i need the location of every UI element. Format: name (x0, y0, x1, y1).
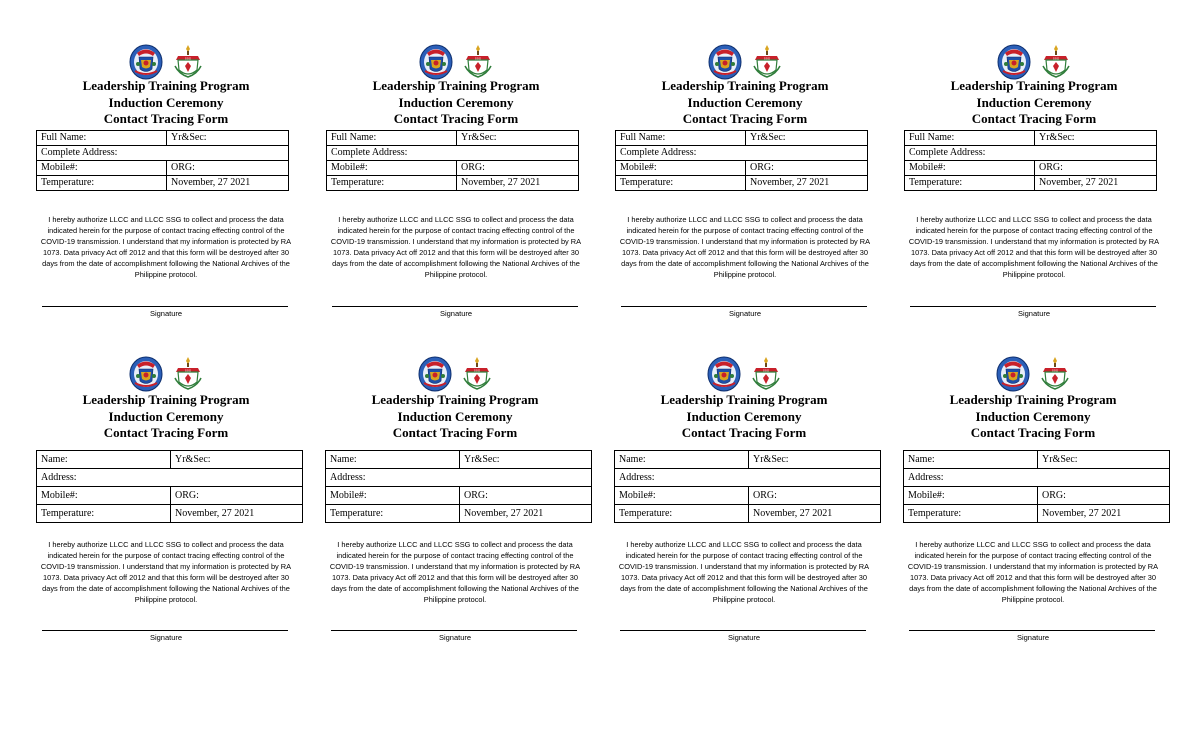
name-label: Full Name: (331, 132, 377, 143)
address-label: Address: (330, 472, 366, 483)
date-cell (1038, 505, 1170, 523)
table-row (326, 451, 592, 469)
table-row (37, 176, 289, 191)
date-cell (746, 176, 868, 191)
table-row (905, 176, 1157, 191)
table-row (616, 146, 868, 161)
date-value: November, 27 2021 (461, 177, 541, 188)
consent-statement: I hereby authorize LLCC and LLCC SSG to collect and process the data indicated herein for the purpose of contact tracing effecting control of the COVID-19 transmission. I understand that my information is protected by RA 1073. Data privacy Act off 2012 and that this form will be destroyed after 30 days from the date of accomplishment following the National Archives of the Philippine protocol. (908, 215, 1160, 279)
name-field[interactable] (37, 131, 167, 146)
org-label: ORG: (461, 162, 485, 173)
consent-statement: I hereby authorize LLCC and LLCC SSG to collect and process the data indicated herein for the purpose of contact tracing effecting control of the COVID-19 transmission. I understand that my information is protected by RA 1073. Data privacy Act off 2012 and that this form will be destroyed after 30 days from the date of accomplishment following the National Archives of the Philippine protocol. (907, 540, 1159, 604)
date-value: November, 27 2021 (1042, 508, 1122, 519)
form-title: Contact Tracing Form (970, 425, 1096, 440)
name-field[interactable] (905, 131, 1035, 146)
table-row (327, 131, 579, 146)
date-value: November, 27 2021 (1039, 177, 1119, 188)
mobile-field[interactable] (905, 161, 1035, 176)
address-label: Address: (908, 472, 944, 483)
name-label: Full Name: (41, 132, 87, 143)
ssg-crest-logo (1040, 356, 1070, 392)
event-title: Induction Ceremony (108, 94, 224, 110)
yrsec-field[interactable] (460, 451, 592, 469)
signature-label: Signature (728, 309, 762, 318)
name-field[interactable] (616, 131, 746, 146)
table-row (37, 505, 303, 523)
consent-statement: I hereby authorize LLCC and LLCC SSG to collect and process the data indicated herein for the purpose of contact tracing effecting control of the COVID-19 transmission. I understand that my information is protected by RA 1073. Data privacy Act off 2012 and that this form will be destroyed after 30 days from the date of accomplishment following the National Archives of the Philippine protocol. (329, 540, 581, 604)
org-field[interactable] (171, 487, 303, 505)
ssg-crest-logo (173, 44, 203, 80)
address-label: Complete Address: (909, 147, 986, 158)
logo-group (36, 44, 296, 80)
info-table (326, 130, 579, 191)
table-row (904, 505, 1170, 523)
address-label: Complete Address: (41, 147, 118, 158)
program-title: Leadership Training Program (372, 78, 540, 93)
address-field[interactable] (905, 146, 1157, 161)
form-heading (615, 78, 875, 128)
org-label: ORG: (464, 490, 488, 501)
form-heading (614, 392, 874, 442)
mobile-label: Mobile#: (909, 162, 946, 173)
temperature-field[interactable] (37, 176, 167, 191)
svg-text:SSG: SSG (762, 368, 770, 373)
ssg-crest-logo (751, 356, 781, 392)
date-cell (167, 176, 289, 191)
table-row (327, 161, 579, 176)
org-field[interactable] (460, 487, 592, 505)
program-title: Leadership Training Program (949, 392, 1117, 407)
yrsec-field[interactable] (1035, 131, 1157, 146)
org-field[interactable] (746, 161, 868, 176)
date-value: November, 27 2021 (753, 508, 833, 519)
name-field[interactable] (37, 451, 171, 469)
form-title: Contact Tracing Form (103, 425, 229, 440)
mobile-field[interactable] (615, 487, 749, 505)
date-cell (1035, 176, 1157, 191)
yrsec-label: Yr&Sec: (171, 132, 207, 143)
mobile-field[interactable] (37, 487, 171, 505)
name-field[interactable] (904, 451, 1038, 469)
table-row (37, 131, 289, 146)
temperature-field[interactable] (616, 176, 746, 191)
ssg-crest-logo (173, 356, 203, 392)
signature-line[interactable] (42, 630, 288, 631)
table-row (616, 161, 868, 176)
info-table (903, 450, 1170, 523)
consent-statement: I hereby authorize LLCC and LLCC SSG to collect and process the data indicated herein for the purpose of contact tracing effecting control of the COVID-19 transmission. I understand that my information is protected by RA 1073. Data privacy Act off 2012 and that this form will be destroyed after 30 days from the date of accomplishment following the National Archives of the Philippine protocol. (618, 540, 870, 604)
info-table (614, 450, 881, 523)
yrsec-label: Yr&Sec: (753, 454, 789, 465)
form-heading (903, 392, 1163, 442)
temperature-field[interactable] (327, 176, 457, 191)
temperature-label: Temperature: (620, 177, 674, 188)
table-row (326, 505, 592, 523)
yrsec-field[interactable] (1038, 451, 1170, 469)
form-heading (326, 78, 586, 128)
address-field[interactable] (326, 469, 592, 487)
svg-text:SSG: SSG (474, 56, 482, 61)
logo-group (904, 44, 1164, 80)
address-field[interactable] (37, 469, 303, 487)
org-label: ORG: (750, 162, 774, 173)
form-title: Contact Tracing Form (392, 425, 518, 440)
info-table (904, 130, 1157, 191)
table-row (615, 451, 881, 469)
table-row (37, 146, 289, 161)
form-title: Contact Tracing Form (103, 111, 229, 126)
temperature-label: Temperature: (330, 508, 384, 519)
info-table (36, 130, 289, 191)
date-cell (460, 505, 592, 523)
temperature-field[interactable] (905, 176, 1035, 191)
logo-group (326, 44, 586, 80)
address-label: Address: (41, 472, 77, 483)
college-seal-logo (997, 44, 1031, 80)
table-row (37, 487, 303, 505)
table-row (37, 161, 289, 176)
mobile-label: Mobile#: (331, 162, 368, 173)
logo-group (615, 44, 875, 80)
svg-text:SSG: SSG (1052, 56, 1060, 61)
svg-text:SSG: SSG (763, 56, 771, 61)
temperature-field[interactable] (615, 505, 749, 523)
info-table (615, 130, 868, 191)
yrsec-label: Yr&Sec: (750, 132, 786, 143)
table-row (616, 131, 868, 146)
form-heading (904, 78, 1164, 128)
name-label: Full Name: (909, 132, 955, 143)
info-table (325, 450, 592, 523)
table-row (615, 469, 881, 487)
form-title: Contact Tracing Form (682, 111, 808, 126)
consent-statement: I hereby authorize LLCC and LLCC SSG to collect and process the data indicated herein for the purpose of contact tracing effecting control of the COVID-19 transmission. I understand that my information is protected by RA 1073. Data privacy Act off 2012 and that this form will be destroyed after 30 days from the date of accomplishment following the National Archives of the Philippine protocol. (619, 215, 871, 279)
temperature-label: Temperature: (908, 508, 962, 519)
temperature-label: Temperature: (41, 177, 95, 188)
mobile-label: Mobile#: (330, 490, 367, 501)
table-row (904, 469, 1170, 487)
college-seal-logo (708, 44, 742, 80)
info-table (36, 450, 303, 523)
org-field[interactable] (167, 161, 289, 176)
yrsec-label: Yr&Sec: (1039, 132, 1075, 143)
signature-line[interactable] (620, 630, 866, 631)
signature-line[interactable] (621, 306, 867, 307)
date-value: November, 27 2021 (464, 508, 544, 519)
temperature-label: Temperature: (909, 177, 963, 188)
signature-label: Signature (1017, 309, 1051, 318)
mobile-label: Mobile#: (908, 490, 945, 501)
org-label: ORG: (171, 162, 195, 173)
address-field[interactable] (37, 146, 289, 161)
date-cell (171, 505, 303, 523)
mobile-label: Mobile#: (619, 490, 656, 501)
event-title: Induction Ceremony (108, 408, 224, 424)
program-title: Leadership Training Program (950, 78, 1118, 93)
yrsec-label: Yr&Sec: (461, 132, 497, 143)
consent-statement: I hereby authorize LLCC and LLCC SSG to collect and process the data indicated herein for the purpose of contact tracing effecting control of the COVID-19 transmission. I understand that my information is protected by RA 1073. Data privacy Act off 2012 and that this form will be destroyed after 30 days from the date of accomplishment following the National Archives of the Philippine protocol. (40, 540, 292, 604)
ssg-crest-logo (1041, 44, 1071, 80)
table-row (905, 146, 1157, 161)
svg-text:SSG: SSG (184, 56, 192, 61)
temperature-field[interactable] (326, 505, 460, 523)
org-field[interactable] (1038, 487, 1170, 505)
form-heading (325, 392, 585, 442)
signature-label: Signature (1016, 633, 1050, 642)
org-field[interactable] (457, 161, 579, 176)
temperature-field[interactable] (37, 505, 171, 523)
event-title: Induction Ceremony (976, 94, 1092, 110)
table-row (37, 469, 303, 487)
signature-line[interactable] (332, 306, 578, 307)
program-title: Leadership Training Program (82, 78, 250, 93)
address-field[interactable] (327, 146, 579, 161)
mobile-field[interactable] (37, 161, 167, 176)
college-seal-logo (996, 356, 1030, 392)
org-field[interactable] (749, 487, 881, 505)
yrsec-field[interactable] (749, 451, 881, 469)
signature-line[interactable] (909, 630, 1155, 631)
mobile-label: Mobile#: (41, 162, 78, 173)
consent-statement: I hereby authorize LLCC and LLCC SSG to collect and process the data indicated herein for the purpose of contact tracing effecting control of the COVID-19 transmission. I understand that my information is protected by RA 1073. Data privacy Act off 2012 and that this form will be destroyed after 30 days from the date of accomplishment following the National Archives of the Philippine protocol. (40, 215, 292, 279)
event-title: Induction Ceremony (975, 408, 1091, 424)
college-seal-logo (129, 44, 163, 80)
mobile-field[interactable] (326, 487, 460, 505)
mobile-field[interactable] (616, 161, 746, 176)
form-title: Contact Tracing Form (393, 111, 519, 126)
temperature-field[interactable] (904, 505, 1038, 523)
signature-label: Signature (438, 633, 472, 642)
signature-line[interactable] (42, 306, 288, 307)
address-field[interactable] (615, 469, 881, 487)
ssg-crest-logo (463, 44, 493, 80)
yrsec-label: Yr&Sec: (464, 454, 500, 465)
program-title: Leadership Training Program (371, 392, 539, 407)
address-label: Complete Address: (331, 147, 408, 158)
date-cell (749, 505, 881, 523)
table-row (37, 451, 303, 469)
temperature-label: Temperature: (41, 508, 95, 519)
yrsec-field[interactable] (171, 451, 303, 469)
consent-statement: I hereby authorize LLCC and LLCC SSG to collect and process the data indicated herein for the purpose of contact tracing effecting control of the COVID-19 transmission. I understand that my information is protected by RA 1073. Data privacy Act off 2012 and that this form will be destroyed after 30 days from the date of accomplishment following the National Archives of the Philippine protocol. (330, 215, 582, 279)
table-row (905, 131, 1157, 146)
signature-line[interactable] (331, 630, 577, 631)
mobile-label: Mobile#: (620, 162, 657, 173)
college-seal-logo (418, 356, 452, 392)
date-value: November, 27 2021 (175, 508, 255, 519)
name-field[interactable] (327, 131, 457, 146)
event-title: Induction Ceremony (686, 408, 802, 424)
signature-label: Signature (439, 309, 473, 318)
svg-text:SSG: SSG (1051, 368, 1059, 373)
signature-label: Signature (149, 309, 183, 318)
yrsec-label: Yr&Sec: (1042, 454, 1078, 465)
table-row (326, 487, 592, 505)
org-label: ORG: (1039, 162, 1063, 173)
event-title: Induction Ceremony (687, 94, 803, 110)
table-row (904, 487, 1170, 505)
college-seal-logo (419, 44, 453, 80)
temperature-label: Temperature: (619, 508, 673, 519)
ssg-crest-logo (462, 356, 492, 392)
org-field[interactable] (1035, 161, 1157, 176)
name-field[interactable] (326, 451, 460, 469)
program-title: Leadership Training Program (82, 392, 250, 407)
address-label: Complete Address: (620, 147, 697, 158)
mobile-field[interactable] (327, 161, 457, 176)
signature-label: Signature (727, 633, 761, 642)
form-heading (36, 78, 296, 128)
logo-group (36, 356, 296, 392)
org-label: ORG: (1042, 490, 1066, 501)
date-value: November, 27 2021 (750, 177, 830, 188)
logo-group (325, 356, 585, 392)
table-row (327, 176, 579, 191)
address-field[interactable] (904, 469, 1170, 487)
table-row (616, 176, 868, 191)
program-title: Leadership Training Program (661, 78, 829, 93)
college-seal-logo (129, 356, 163, 392)
svg-text:SSG: SSG (184, 368, 192, 373)
yrsec-field[interactable] (457, 131, 579, 146)
college-seal-logo (707, 356, 741, 392)
date-value: November, 27 2021 (171, 177, 251, 188)
temperature-label: Temperature: (331, 177, 385, 188)
program-title: Leadership Training Program (660, 392, 828, 407)
yrsec-label: Yr&Sec: (175, 454, 211, 465)
signature-label: Signature (149, 633, 183, 642)
name-field[interactable] (615, 451, 749, 469)
address-field[interactable] (616, 146, 868, 161)
event-title: Induction Ceremony (398, 94, 514, 110)
table-row (904, 451, 1170, 469)
yrsec-field[interactable] (746, 131, 868, 146)
date-cell (457, 176, 579, 191)
logo-group (614, 356, 874, 392)
logo-group (903, 356, 1163, 392)
mobile-label: Mobile#: (41, 490, 78, 501)
yrsec-field[interactable] (167, 131, 289, 146)
name-label: Full Name: (620, 132, 666, 143)
table-row (327, 146, 579, 161)
table-row (615, 487, 881, 505)
form-heading (36, 392, 296, 442)
org-label: ORG: (175, 490, 199, 501)
form-title: Contact Tracing Form (971, 111, 1097, 126)
address-label: Address: (619, 472, 655, 483)
name-label: Name: (330, 454, 357, 465)
table-row (905, 161, 1157, 176)
mobile-field[interactable] (904, 487, 1038, 505)
name-label: Name: (619, 454, 646, 465)
form-title: Contact Tracing Form (681, 425, 807, 440)
ssg-crest-logo (752, 44, 782, 80)
event-title: Induction Ceremony (397, 408, 513, 424)
name-label: Name: (41, 454, 68, 465)
org-label: ORG: (753, 490, 777, 501)
svg-text:SSG: SSG (473, 368, 481, 373)
signature-line[interactable] (910, 306, 1156, 307)
table-row (615, 505, 881, 523)
table-row (326, 469, 592, 487)
name-label: Name: (908, 454, 935, 465)
